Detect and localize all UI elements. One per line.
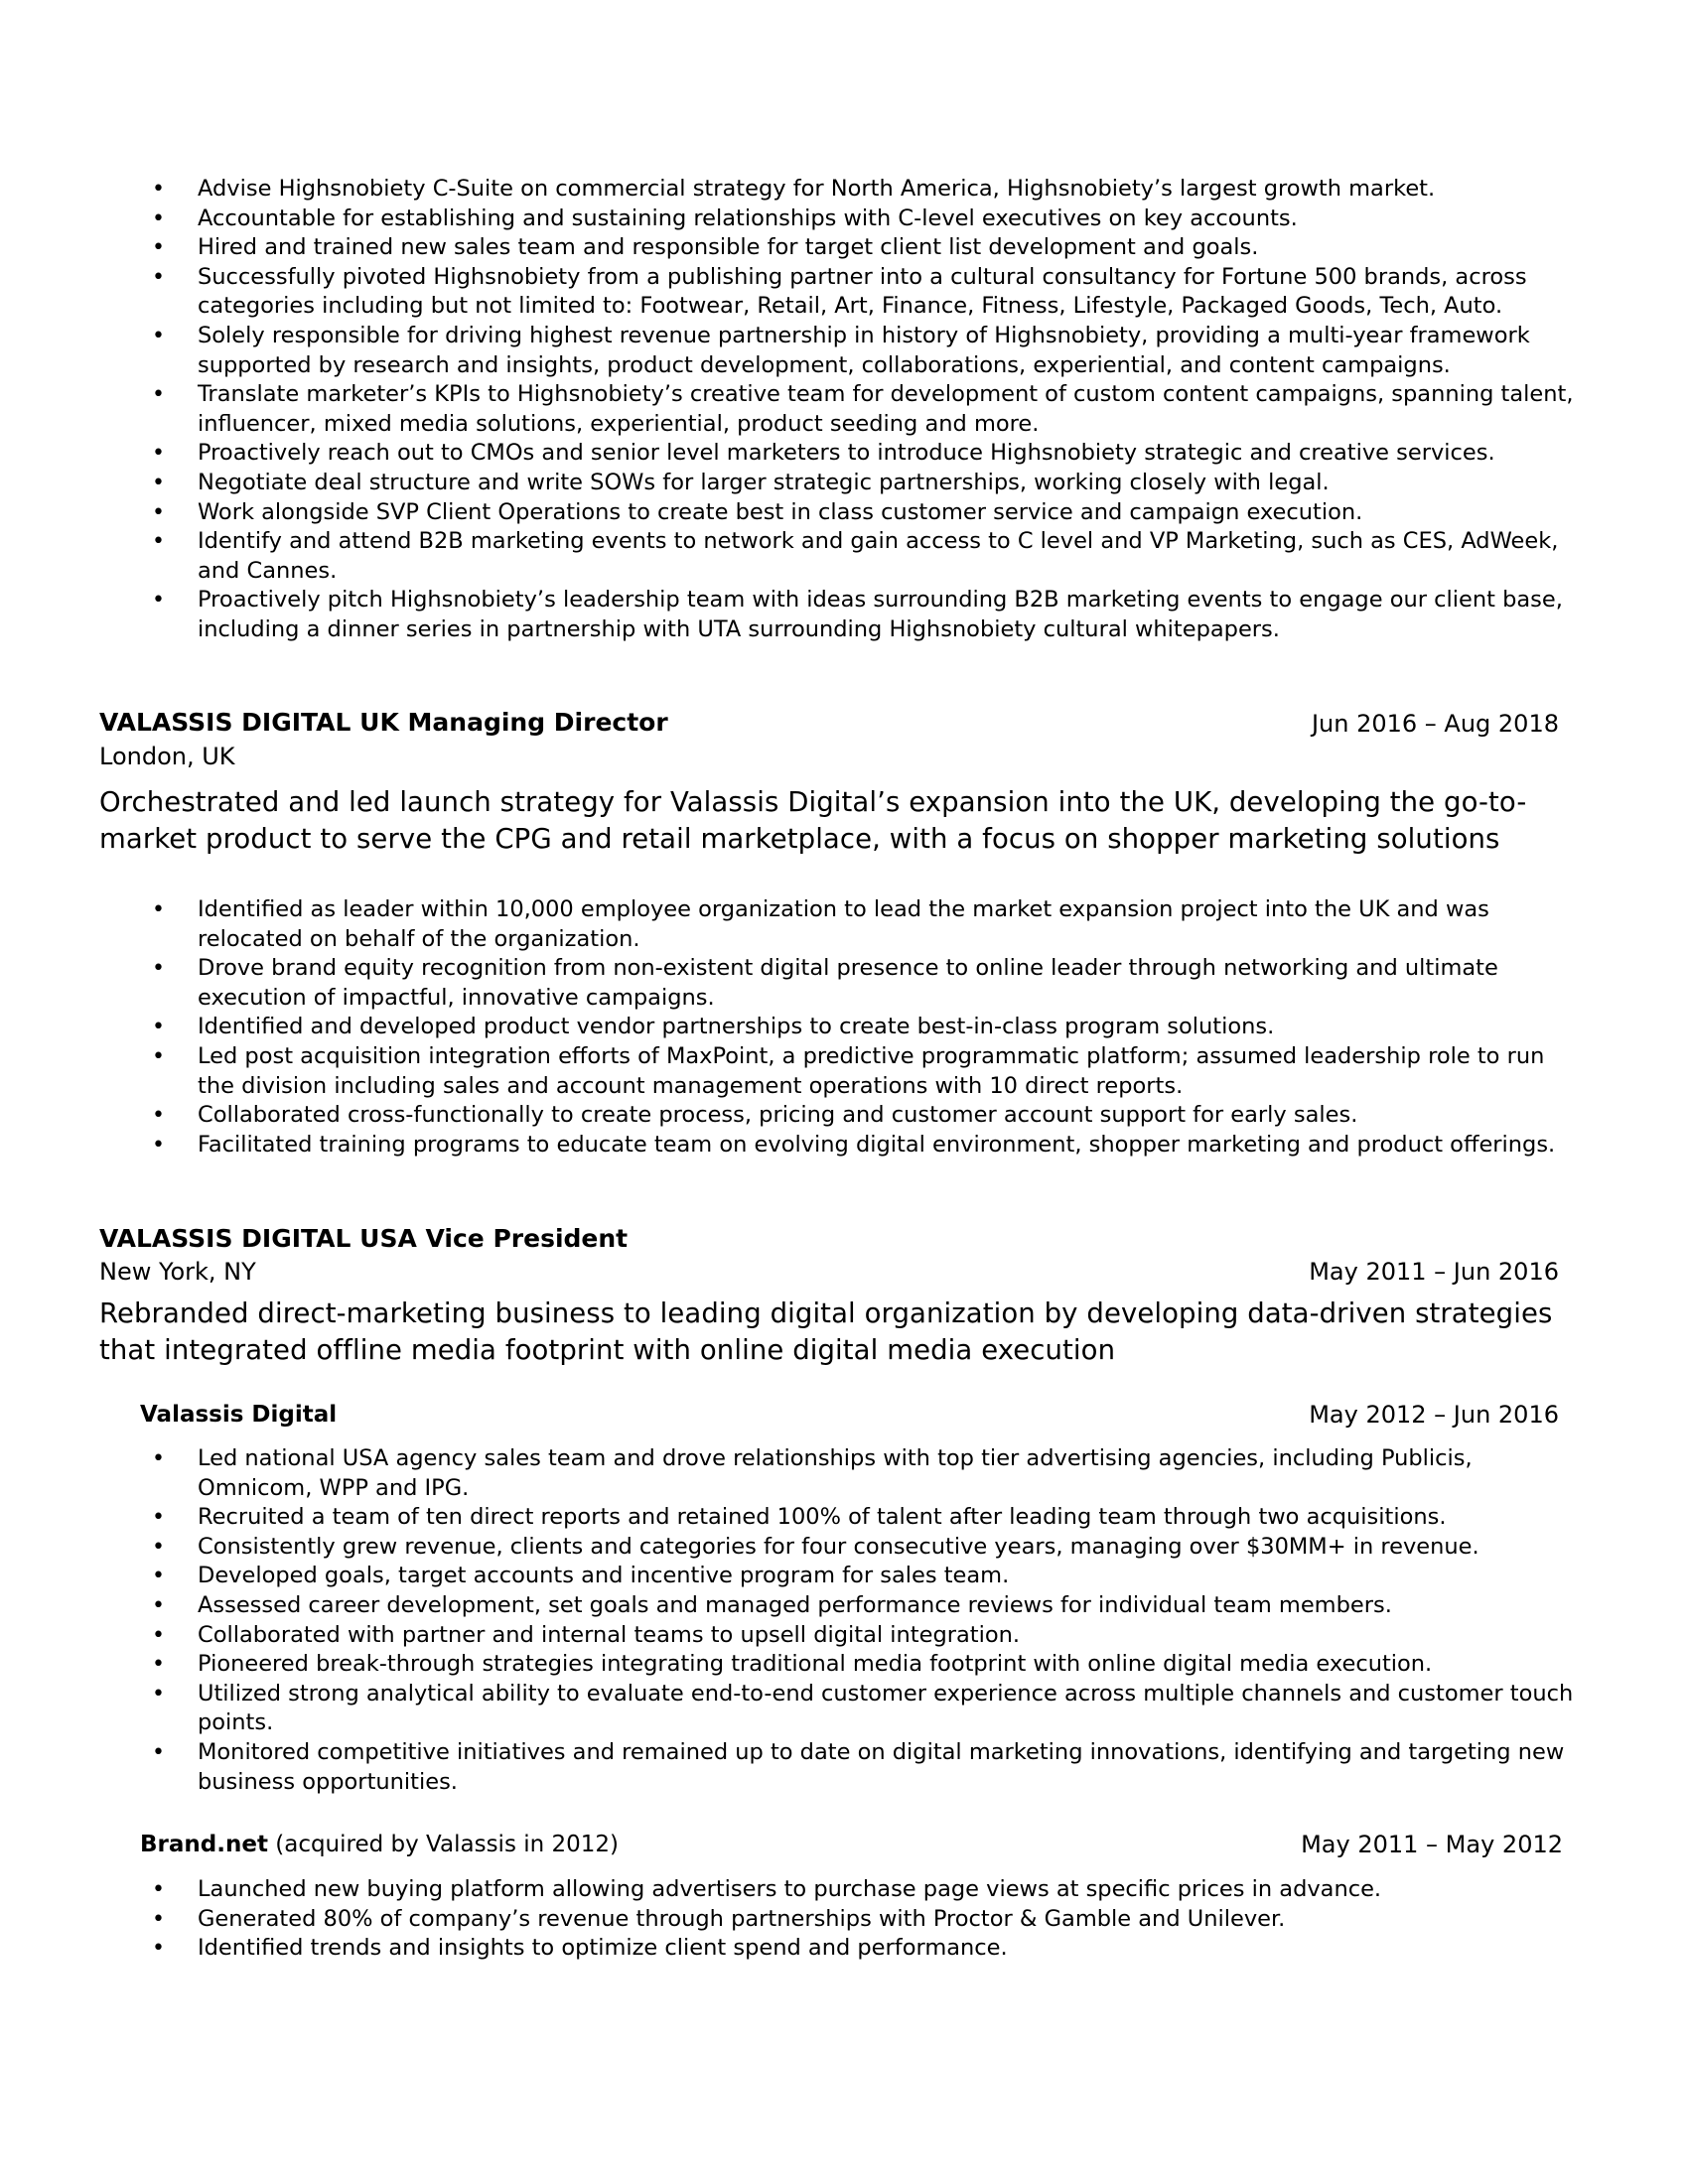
bullet-icon: • [152, 1739, 165, 1765]
bullet-icon: • [152, 1906, 165, 1932]
usa-job-summary: Rebranded direct-marketing business to leading digital organization by developing data-driven strategies that integrated offline media footprint with online digital media execution [99, 1297, 1553, 1366]
bullet-icon: • [152, 235, 165, 261]
list-item: • Pioneered break-through strategies integrating traditional media footprint with online digital media execution. [99, 1650, 1578, 1680]
list-item: • Collaborated with partner and internal teams to upsell digital integration. [99, 1621, 1578, 1651]
list-item: • Utilized strong analytical ability to evaluate end-to-end customer experience across multiple channels and customer touch points. [152, 1680, 1574, 1736]
list-item: • Collaborated cross-functionally to create process, pricing and customer account support for early sales. [99, 1101, 1578, 1131]
uk-job-title: VALASSIS DIGITAL UK Managing Director [99, 708, 668, 737]
bullet-icon: • [152, 177, 165, 202]
bullet-icon: • [152, 1132, 165, 1158]
list-item: • Generated 80% of company’s revenue through partnerships with Proctor & Gamble and Unilever. [99, 1905, 1578, 1935]
brand-net-subheading [140, 1829, 619, 1860]
bullet-icon: • [152, 382, 165, 408]
bullet-icon: • [152, 1103, 165, 1129]
intro-bullet-list [0, 175, 1578, 645]
list-item: • Identified trends and insights to optimize client spend and performance. [99, 1934, 1578, 1964]
bullet-icon: • [152, 441, 165, 467]
bullet-icon: • [152, 1592, 165, 1618]
bullet-icon: • [152, 264, 165, 290]
list-item: • Identified as leader within 10,000 employee organization to lead the market expansion project into the UK and was relocated on behalf of the organization. [152, 896, 1489, 952]
bullet-icon: • [152, 1534, 165, 1560]
list-item: • Work alongside SVP Client Operations to create best in class customer service and campaign execution. [99, 498, 1578, 528]
bullet-icon: • [152, 1622, 165, 1648]
bullet-icon: • [152, 205, 165, 231]
brand-net-dates: May 2011 – May 2012 [1301, 1831, 1563, 1858]
list-item: • Drove brand equity recognition from non-existent digital presence to online leader through networking and ultimate execution of impactful, innovative campaigns. [152, 955, 1498, 1011]
list-item: • Translate marketer’s KPIs to Highsnobiety’s creative team for development of custom content campaigns, spanning talent, influencer, mixed media solutions, experiential, product seeding and more. [152, 381, 1574, 437]
list-item: • Assessed career development, set goals and managed performance reviews for individual team members. [99, 1591, 1578, 1621]
list-item: • Proactively reach out to CMOs and senior level marketers to introduce Highsnobiety strategic and creative services. [99, 439, 1578, 469]
bullet-icon: • [152, 1015, 165, 1040]
bullet-icon: • [152, 1564, 165, 1589]
bullet-icon: • [152, 1877, 165, 1902]
bullet-icon: • [152, 1043, 165, 1069]
uk-job-bullet-list [0, 895, 1578, 1160]
bullet-icon: • [152, 1446, 165, 1471]
brand-net-bullet-list [0, 1875, 1578, 1964]
uk-job-dates: Jun 2016 – Aug 2018 [1311, 710, 1559, 738]
list-item: • Developed goals, target accounts and incentive program for sales team. [99, 1562, 1578, 1591]
list-item: • Monitored competitive initiatives and remained up to date on digital marketing innovations, identifying and targeting new business opportunities. [152, 1738, 1565, 1795]
bullet-icon: • [152, 897, 165, 922]
list-item: • Accountable for establishing and sustaining relationships with C-level executives on key accounts. [99, 205, 1578, 234]
usa-job-title: VALASSIS DIGITAL USA Vice President [99, 1224, 629, 1253]
list-item: • Facilitated training programs to educate team on evolving digital environment, shopper marketing and product offerings. [99, 1131, 1578, 1160]
list-item: • Negotiate deal structure and write SOWs for larger strategic partnerships, working closely with legal. [99, 469, 1578, 498]
list-item: • Hired and trained new sales team and responsible for target client list development and goals. [99, 233, 1578, 263]
bullet-icon: • [152, 470, 165, 495]
usa-job-dates: May 2011 – Jun 2016 [1309, 1258, 1559, 1286]
bullet-icon: • [152, 588, 165, 614]
list-item: • Led national USA agency sales team and drove relationships with top tier advertising agencies, including Publicis, Omnicom, WPP and IPG. [152, 1445, 1473, 1501]
list-item: • Led post acquisition integration efforts of MaxPoint, a predictive programmatic platform; assumed leadership role to run the division including sales and account management operations with 10 direct reports. [152, 1042, 1545, 1099]
bullet-icon: • [152, 1681, 165, 1706]
uk-job-summary: Orchestrated and led launch strategy for Valassis Digital’s expansion into the UK, developing the go-to-market product to serve the CPG and retail marketplace, with a focus on shopper marketing solutions [99, 786, 1527, 855]
list-item: • Consistently grew revenue, clients and categories for four consecutive years, managing over $30MM+ in revenue. [99, 1533, 1578, 1563]
sub-role-name: Valassis Digital [140, 1402, 338, 1428]
bullet-icon: • [152, 1505, 165, 1531]
valassis-digital-dates: May 2012 – Jun 2016 [1309, 1401, 1559, 1429]
sub-role-note: (acquired by Valassis in 2012) [267, 1832, 620, 1857]
list-item: • Advise Highsnobiety C-Suite on commercial strategy for North America, Highsnobiety’s largest growth market. [99, 175, 1578, 205]
bullet-icon: • [152, 529, 165, 555]
bullet-icon: • [152, 1652, 165, 1678]
usa-job-location: New York, NY [99, 1258, 256, 1286]
list-item: • Proactively pitch Highsnobiety’s leadership team with ideas surrounding B2B marketing events to engage our client base, including a dinner series in partnership with UTA surrounding Highsnobiety cultural whitepapers. [152, 587, 1563, 642]
list-item: • Identified and developed product vendor partnerships to create best-in-class program solutions. [99, 1013, 1578, 1042]
list-item: • Recruited a team of ten direct reports and retained 100% of talent after leading team through two acquisitions. [99, 1503, 1578, 1533]
valassis-digital-subheading [140, 1399, 337, 1431]
sub-role-name: Brand.net [140, 1832, 268, 1857]
uk-job-location: London, UK [99, 743, 235, 770]
list-item: • Launched new buying platform allowing advertisers to purchase page views at specific prices in advance. [99, 1875, 1578, 1905]
list-item: • Successfully pivoted Highsnobiety from a publishing partner into a cultural consultancy for Fortune 500 brands, across categories including but not limited to: Footwear, Retail, Art, Finance, Fitness, Lifestyle, Packaged Goods, Tech, Auto. [152, 263, 1527, 320]
bullet-icon: • [152, 499, 165, 525]
list-item: • Solely responsible for driving highest revenue partnership in history of Highsnobiety, providing a multi-year framework supported by research and insights, product development, collaborations, experiential, and content campaigns. [152, 322, 1530, 378]
bullet-icon: • [152, 1936, 165, 1962]
bullet-icon: • [152, 323, 165, 348]
bullet-icon: • [152, 956, 165, 982]
valassis-digital-bullet-list [0, 1444, 1578, 1797]
list-item: • Identify and attend B2B marketing events to network and gain access to C level and VP Marketing, such as CES, AdWeek, and Cannes. [152, 528, 1559, 584]
